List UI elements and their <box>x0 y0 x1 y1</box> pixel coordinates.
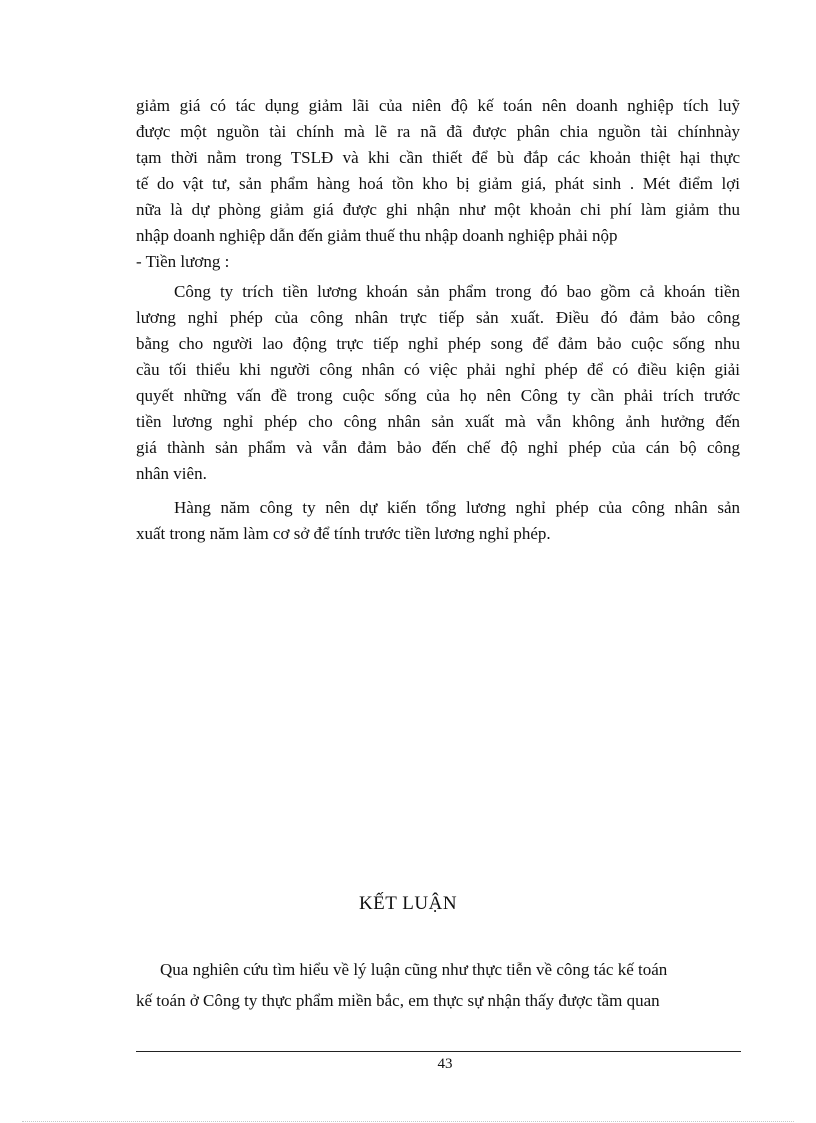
paragraph-salary-policy <box>136 279 740 487</box>
text-line: nhập doanh nghiệp dẫn đến giảm thuế thu nhập doanh nghiệp phải nộp <box>136 226 618 245</box>
conclusion-paragraph <box>136 954 740 1016</box>
text-line: Qua nghiên cứu tìm hiểu về lý luận cũng như thực tiễn về công tác kế toán <box>160 960 668 979</box>
section-heading-salary: - Tiền lương : <box>136 252 230 271</box>
text-line: bằng cho người lao động trực tiếp nghỉ phép song để đảm bảo cuộc sống nhu <box>136 334 740 353</box>
text-line: cầu tối thiểu khi người công nhân có việc phải nghỉ phép để có điều kiện giải <box>136 360 740 379</box>
paragraph-provision-benefits <box>136 93 740 275</box>
text-line: Hàng năm công ty nên dự kiến tổng lương nghỉ phép của công nhân sản <box>174 498 740 517</box>
text-line: lương nghỉ phép của công nhân trực tiếp sản xuất. Điều đó đảm bảo công <box>136 308 740 327</box>
text-line: được một nguồn tài chính mà lẽ ra nã đã được phân chia nguồn tài chínhnày <box>136 122 740 141</box>
footer-divider <box>136 1051 741 1052</box>
text-line: kế toán ở Công ty thực phẩm miền bắc, em thực sự nhận thấy được tầm quan <box>136 991 660 1010</box>
text-line: nhân viên. <box>136 464 207 483</box>
text-line: tế do vật tư, sản phẩm hàng hoá tồn kho bị giảm giá, phát sinh . Mét điểm lợi <box>136 174 740 193</box>
text-line: giá thành sản phẩm và vẫn đảm bảo đến chế độ nghỉ phép của cán bộ công <box>136 438 740 457</box>
page-edge-divider <box>22 1121 794 1122</box>
text-line: nữa là dự phòng giảm giá được ghi nhận như một khoản chi phí làm giảm thu <box>136 200 740 219</box>
text-line: Công ty trích tiền lương khoán sản phẩm trong đó bao gồm cả khoán tiền <box>174 282 740 301</box>
page-number: 43 <box>437 1056 453 1072</box>
text-line: tiền lương nghỉ phép cho công nhân sản xuất mà vẫn không ảnh hưởng đến <box>136 412 740 431</box>
text-line: quyết những vấn đề trong cuộc sống của họ nên Công ty cần phải trích trước <box>136 386 740 405</box>
conclusion-title: KẾT LUẬN <box>358 893 458 914</box>
text-line: tạm thời nằm trong TSLĐ và khi cần thiết để bù đắp các khoản thiệt hại thực <box>136 148 740 167</box>
text-line: xuất trong năm làm cơ sở để tính trước tiền lương nghỉ phép. <box>136 524 551 543</box>
paragraph-annual-leave-estimate <box>136 495 740 547</box>
text-line: giảm giá có tác dụng giảm lãi của niên độ kế toán nên doanh nghiệp tích luỹ <box>136 96 740 115</box>
